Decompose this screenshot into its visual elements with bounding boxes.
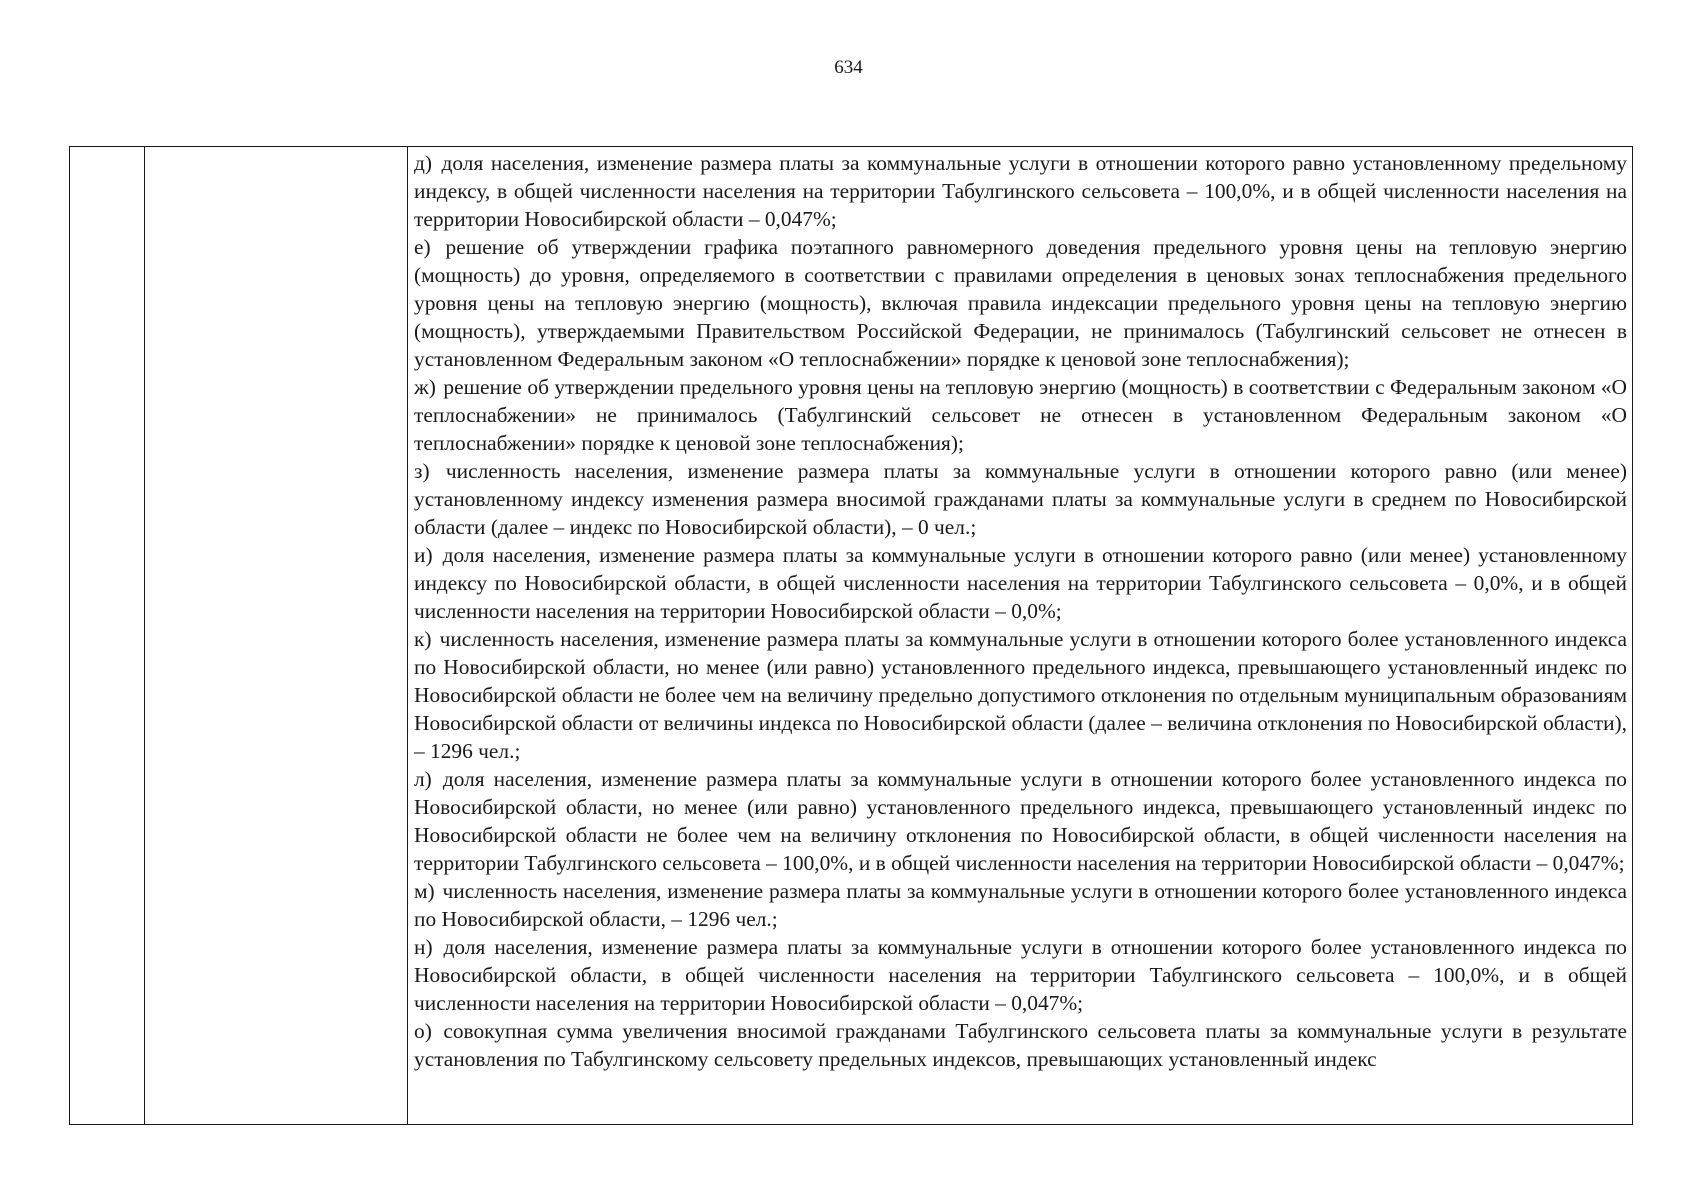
item-marker: н) [414, 935, 433, 959]
list-item [414, 457, 1627, 541]
item-text: совокупная сумма увеличения вносимой гражданами Табулгинского сельсовета платы за коммунальные услуги в результате установления по Табулгинскому сельсовету предельных индексов, превышающих установленный индекс [414, 1019, 1627, 1071]
item-text: решение об утверждении графика поэтапного равномерного доведения предельного уровня цены на тепловую энергию (мощность) до уровня, определяемого в соответствии с правилами определения в ценовых зонах теплоснабжения предельного уровня цены на тепловую энергию (мощность), включая правила индексации предельного уровня цены на тепловую энергию (мощность), утверждаемыми Правительством Российской Федерации, не принималось (Табулгинский сельсовет не отнесен в установленном Федеральным законом «О теплоснабжении» порядке к ценовой зоне теплоснабжения); [414, 235, 1627, 371]
table-row [70, 147, 1633, 1125]
item-text: доля населения, изменение размера платы за коммунальные услуги в отношении которого более установленного индекса по Новосибирской области, но менее (или равно) установленного предельного индекса, превышающего установленный индекс по Новосибирской области не более чем на величину отклонения по Новосибирской области, в общей численности населения на территории Табулгинского сельсовета – 100,0%, и в общей численности населения на территории Новосибирской области – 0,047%; [414, 767, 1627, 875]
item-text: доля населения, изменение размера платы за коммунальные услуги в отношении которого более установленного индекса по Новосибирской области, в общей численности населения на территории Табулгинского сельсовета – 100,0%, и в общей численности населения на территории Новосибирской области – 0,047%; [414, 935, 1627, 1015]
table-cell-content [408, 147, 1633, 1125]
list-item [414, 877, 1627, 933]
list-item [414, 149, 1627, 233]
list-item [414, 373, 1627, 457]
item-marker: и) [414, 543, 433, 567]
item-marker: л) [414, 767, 432, 791]
table-cell-number [70, 147, 145, 1125]
item-text: решение об утверждении предельного уровня цены на тепловую энергию (мощность) в соответствии с Федеральным законом «О теплоснабжении» не принималось (Табулгинский сельсовет не отнесен в установленном Федеральным законом «О теплоснабжении» порядке к ценовой зоне теплоснабжения); [414, 375, 1627, 455]
list-item [414, 541, 1627, 625]
page-number: 634 [834, 57, 863, 78]
list-item [414, 1017, 1627, 1073]
item-marker: о) [414, 1019, 432, 1043]
item-text: доля населения, изменение размера платы за коммунальные услуги в отношении которого равно (или менее) установленному индексу по Новосибирской области, в общей численности населения на территории Табулгинского сельсовета – 0,0%, и в общей численности населения на территории Новосибирской области – 0,0%; [414, 543, 1627, 623]
list-item [414, 625, 1627, 765]
item-marker: м) [414, 879, 435, 903]
document-table [69, 146, 1633, 1125]
item-text: доля населения, изменение размера платы за коммунальные услуги в отношении которого равно установленному предельному индексу, в общей численности населения на территории Табулгинского сельсовета – 100,0%, и в общей численности населения на территории Новосибирской области – 0,047%; [414, 151, 1627, 231]
list-item [414, 933, 1627, 1017]
item-text: численность населения, изменение размера платы за коммунальные услуги в отношении которого более установленного индекса по Новосибирской области, – 1296 чел.; [414, 879, 1627, 931]
item-marker: з) [414, 459, 430, 483]
item-text: численность населения, изменение размера платы за коммунальные услуги в отношении которого равно (или менее) установленному индексу изменения размера вносимой гражданами платы за коммунальные услуги в среднем по Новосибирской области (далее – индекс по Новосибирской области), – 0 чел.; [414, 459, 1627, 539]
item-marker: е) [414, 235, 431, 259]
content-text [408, 147, 1632, 1124]
item-marker: ж) [414, 375, 436, 399]
item-text: численность населения, изменение размера платы за коммунальные услуги в отношении которого более установленного индекса по Новосибирской области, но менее (или равно) установленного предельного индекса, превышающего установленный индекс по Новосибирской области не более чем на величину предельно допустимого отклонения по отдельным муниципальным образованиям Новосибирской области от величины индекса по Новосибирской области (далее – величина отклонения по Новосибирской области), – 1296 чел.; [414, 627, 1627, 763]
list-item [414, 765, 1627, 877]
item-marker: д) [414, 151, 433, 175]
list-item [414, 233, 1627, 373]
table-cell-name [145, 147, 408, 1125]
item-marker: к) [414, 627, 432, 651]
